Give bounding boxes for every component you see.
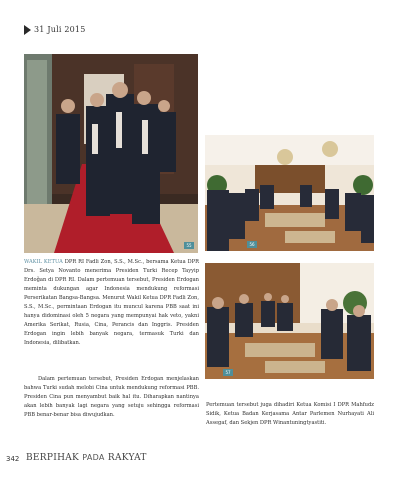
title-word-1: BERPIHAK — [26, 453, 80, 463]
section-marker-icon — [24, 25, 31, 35]
photo-red-carpet — [24, 54, 198, 253]
lead-label: WAKIL KETUA — [24, 259, 63, 265]
article-paragraph-1 — [24, 258, 199, 348]
photo-badge: 55 — [184, 242, 194, 249]
paragraph-1-body: DPR RI Fadli Zon, S.S., M.Sc., bersama Ketua DPR Drs. Setya Novanto menerima Presiden Turki Recep Tayyip Erdoğan di DPR RI. Dalam pertemuan tersebut, Presiden Erdogan meminta dukungan agar Indonesia mendukung reformasi Perserikatan Bangsa-Bangsa. Menurut Wakil Ketua DPR Fadli Zon, S.S., M.Sc., permintaan Erdogan itu muncul karena PBB saat ini hanya didominasi oleh 5 negara yang mempunyai hak veto, yakni Amerika Serikat, Rusia, Cina, Perancis dan Inggris. Presiden Erdogan ingin lebih banyak negara, termasuk Turki dan Indonesia, dilibatkan. — [24, 259, 199, 347]
title-word-3: RAKYAT — [107, 453, 147, 463]
photo-meeting-close — [205, 263, 374, 379]
photo-badge: 56 — [247, 241, 257, 248]
page-date: 31 Juli 2015 — [34, 25, 86, 34]
article-paragraph-3: Pertemuan tersebut juga dihadiri Ketua Komisi I DPR Mahfudz Sidik, Ketua Badan Kerjasama Antar Parlemen Nurhayati Ali Assegaf, dan Sekjen DPR Winantuningtyastiti. — [206, 402, 374, 427]
article-paragraph-2: Dalam pertemuan tersebut, Presiden Erdogan menjelaskan bahwa Turki sudah melobi Cina untuk mendukung reformasi PBB. Presiden Cina pun menyambut baik hal itu. Diharapkan nantinya akan lebih banyak lagi negara yang setuju sehingga reformasi PBB benar-benar bisa diwujudkan. — [24, 376, 199, 419]
title-word-2: PADA — [82, 453, 105, 462]
photo-badge: 57 — [223, 369, 233, 376]
page-number: 342 — [6, 455, 20, 463]
photo-meeting-room — [205, 135, 374, 251]
publication-title — [26, 453, 147, 463]
